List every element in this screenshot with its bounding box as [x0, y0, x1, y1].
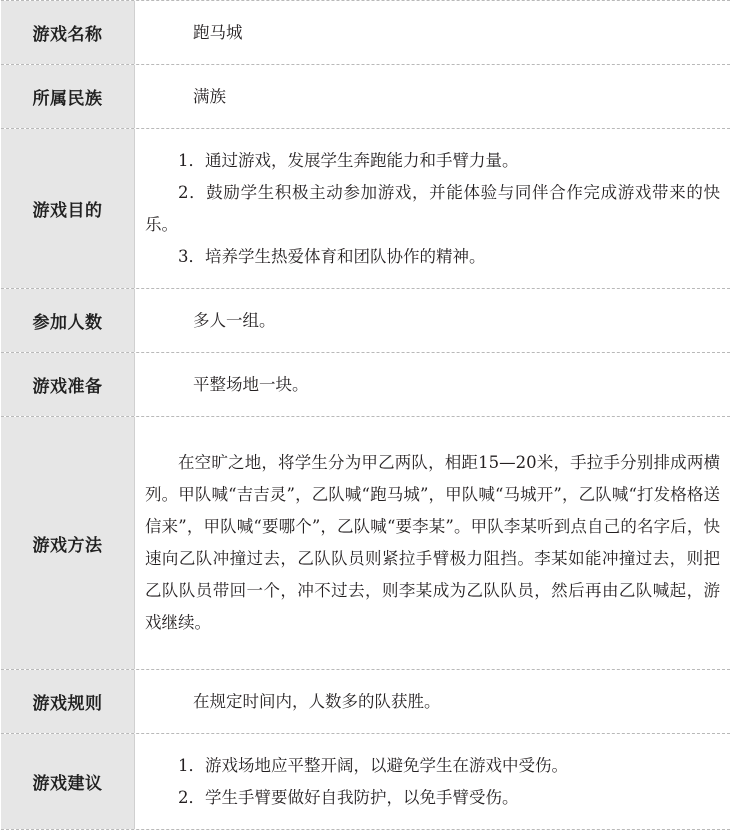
row-label: 游戏建议 [1, 734, 135, 829]
table-row-participants [1, 289, 730, 353]
row-content [135, 353, 730, 416]
row-label: 游戏名称 [1, 1, 135, 64]
table-row-preparation [1, 353, 730, 417]
row-content [135, 734, 730, 829]
row-text: 3．培养学生热爱体育和团队协作的精神。 [178, 246, 486, 266]
row-label: 游戏准备 [1, 353, 135, 416]
row-text: 跑马城 [193, 22, 243, 42]
row-content [135, 129, 730, 288]
row-content [135, 65, 730, 128]
row-text: 1．通过游戏，发展学生奔跑能力和手臂力量。 [178, 150, 519, 170]
row-text: 平整场地一块。 [193, 374, 309, 394]
row-label: 游戏目的 [1, 129, 135, 288]
row-content [135, 670, 730, 733]
table-row-method [1, 417, 730, 670]
row-text: 2．鼓励学生积极主动参加游戏，并能体验与同伴合作完成游戏带来的快乐。 [145, 182, 720, 234]
table-row-ethnic-group [1, 65, 730, 129]
table-row-game-name [1, 0, 730, 65]
table-row-game-purpose [1, 129, 730, 289]
table-row-rules [1, 670, 730, 734]
row-label: 游戏规则 [1, 670, 135, 733]
row-text: 在空旷之地，将学生分为甲乙两队，相距15—20米，手拉手分别排成两横列。甲队喊“吉吉灵”，乙队喊“跑马城”，甲队喊“马城开”，乙队喊“打发格格送信来”，甲队喊“要哪个”，乙队喊“要李某”。甲队李某听到点自己的名字后，快速向乙队冲撞过去，乙队队员则紧拉手臂极力阻挡。李某如能冲撞过去，则把乙队队员带回一个，冲不过去，则李某成为乙队队员，然后再由乙队喊起，游戏继续。 [145, 453, 720, 632]
row-label: 游戏方法 [1, 417, 135, 669]
table-row-suggestions [1, 734, 730, 830]
row-text: 1．游戏场地应平整开阔，以避免学生在游戏中受伤。 [178, 755, 568, 775]
row-content [135, 289, 730, 352]
row-content [135, 417, 730, 669]
row-content [135, 1, 730, 64]
row-text: 多人一组。 [193, 310, 276, 330]
row-label: 参加人数 [1, 289, 135, 352]
game-info-table [1, 0, 730, 830]
row-label: 所属民族 [1, 65, 135, 128]
row-text: 2．学生手臂要做好自我防护，以免手臂受伤。 [178, 787, 519, 807]
row-text: 在规定时间内，人数多的队获胜。 [193, 691, 441, 711]
row-text: 满族 [193, 86, 226, 106]
